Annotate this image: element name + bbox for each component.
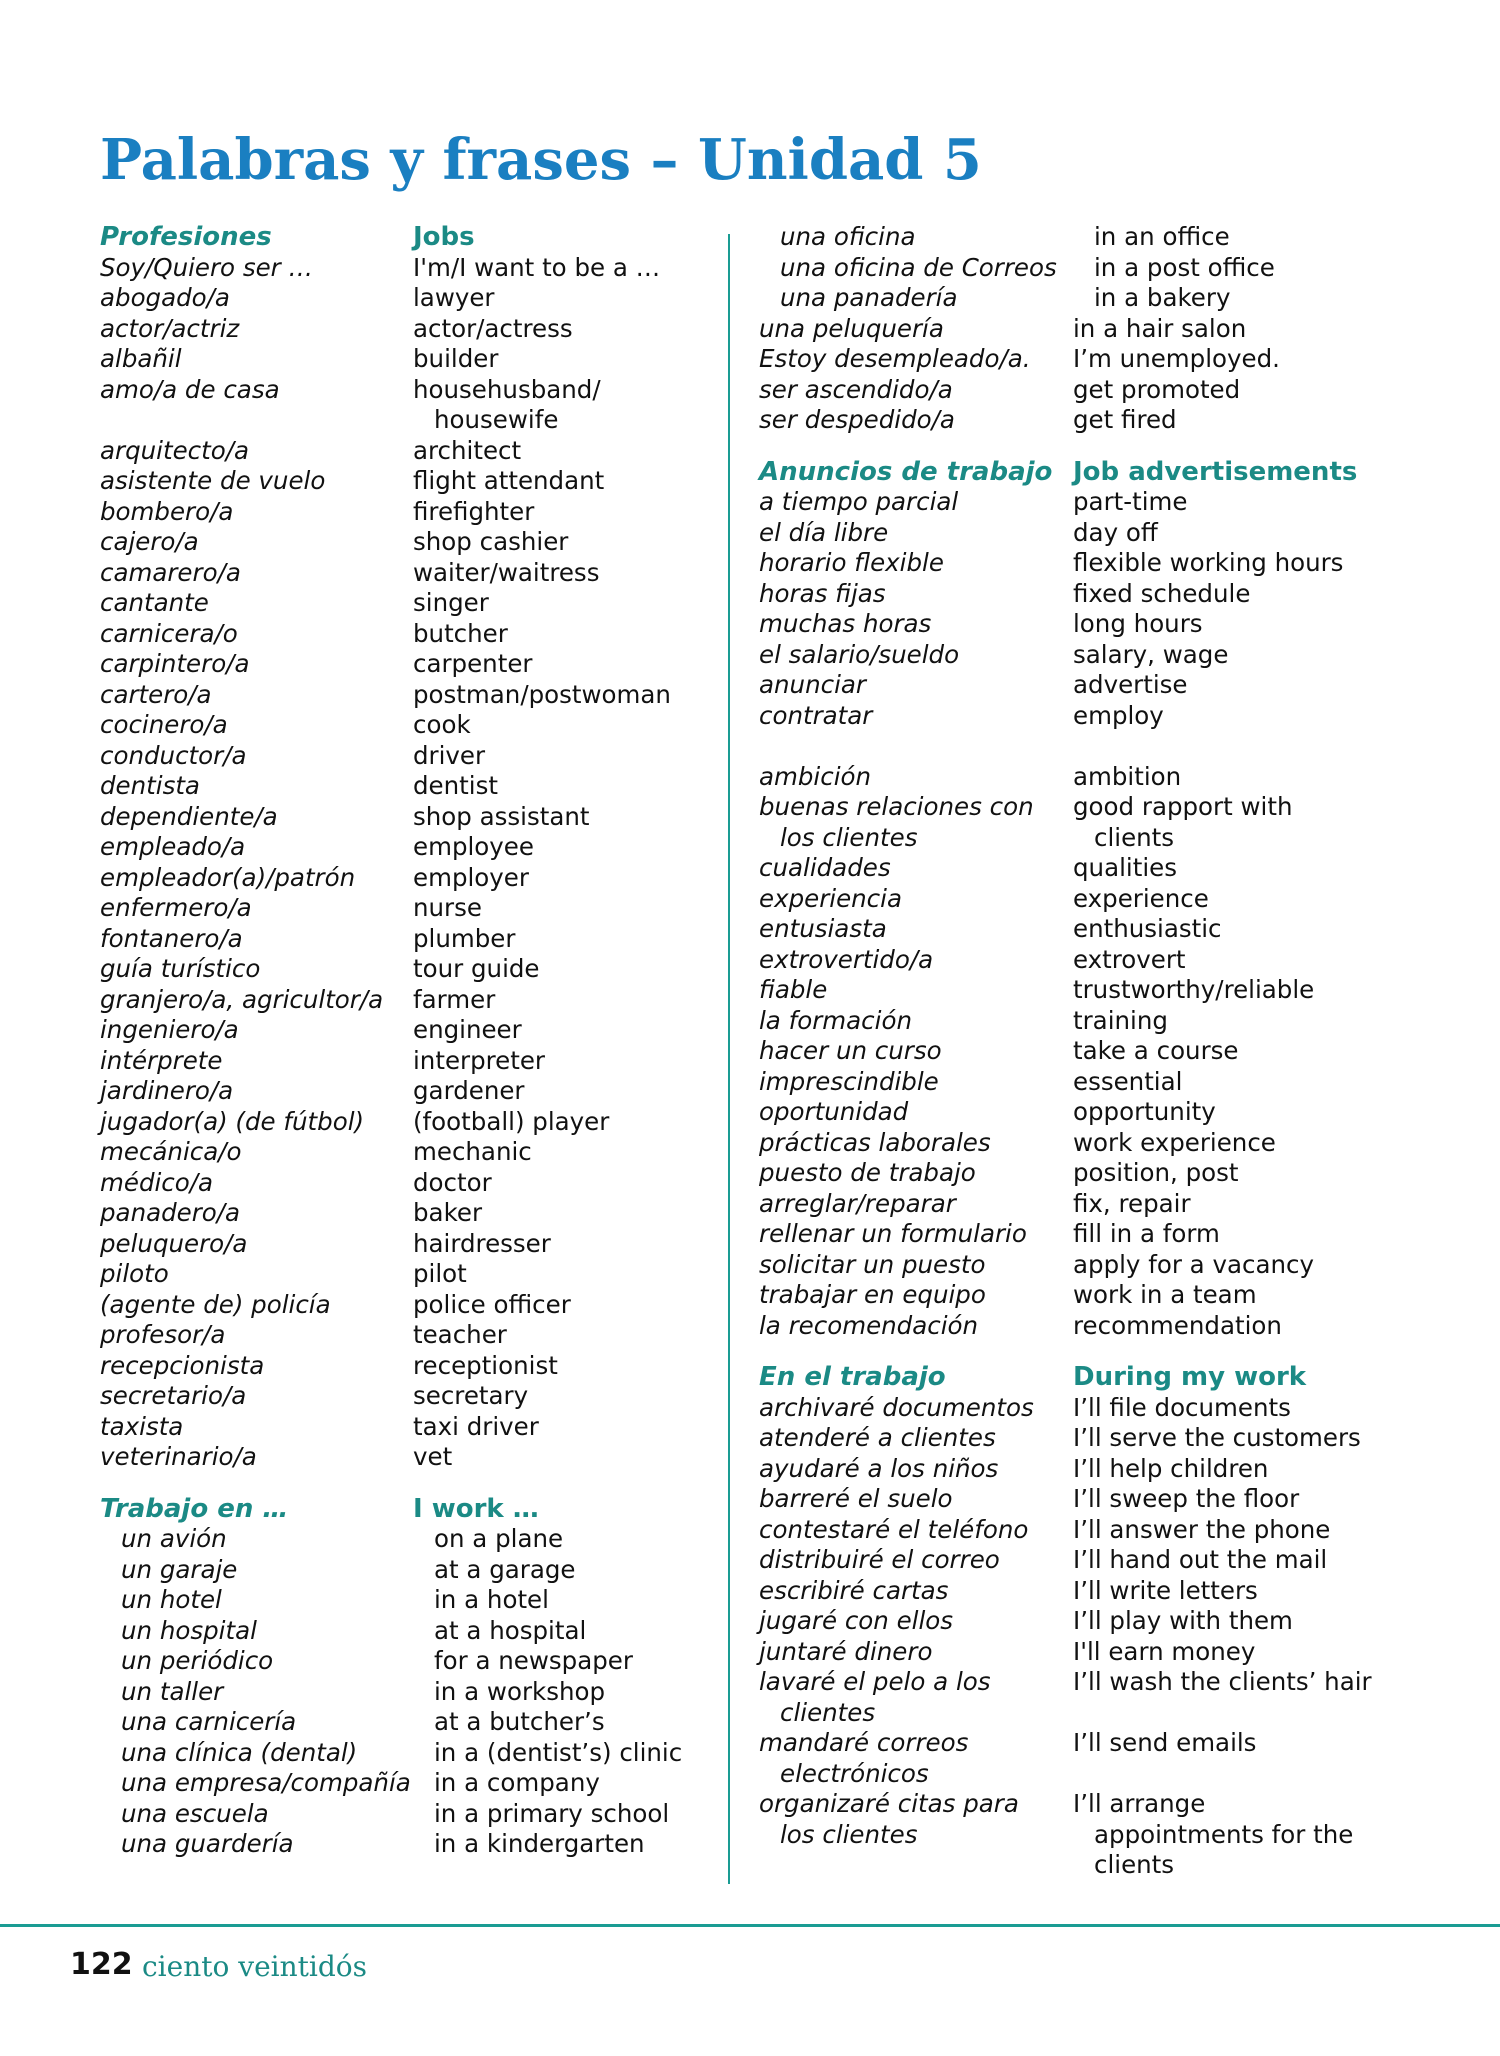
vocab-line: pilot xyxy=(413,1259,467,1288)
vocab-line-continued: una panadería xyxy=(780,283,958,312)
vocab-line: position, post xyxy=(1073,1158,1239,1187)
vocab-line xyxy=(1073,731,1413,762)
vocab-line: experiencia xyxy=(759,883,902,913)
page-number-words: ciento veintidós xyxy=(142,1950,367,1983)
vocab-line: work experience xyxy=(1073,1127,1276,1157)
vocab-line: profesor/a xyxy=(100,1320,226,1349)
vocab-line: advertise xyxy=(1073,670,1188,699)
page-title: Palabras y frases – Unidad 5 xyxy=(100,127,982,193)
vocab-line: ser despedido/a xyxy=(759,405,955,434)
vocab-line-continued: in a bakery xyxy=(1094,283,1231,312)
vocab-line: hacer un curso xyxy=(759,1036,942,1065)
section-heading: Job advertisements xyxy=(1073,456,1358,487)
vocab-line-continued: electrónicos xyxy=(780,1758,929,1788)
vocab-line: la recomendación xyxy=(759,1310,979,1340)
vocab-line: secretario/a xyxy=(100,1381,247,1410)
vocab-line-continued: los clientes xyxy=(780,1819,918,1849)
vocab-line: cartero/a xyxy=(100,679,212,709)
section-heading: Anuncios de trabajo xyxy=(759,456,1053,487)
vocab-line: lavaré el pelo a los xyxy=(759,1667,991,1696)
vocab-line-continued: in a workshop xyxy=(434,1676,606,1706)
vocab-line: horas fijas xyxy=(759,578,886,608)
vocab-line: shop cashier xyxy=(413,527,569,556)
vocab-line xyxy=(100,405,400,436)
vocab-line: I’ll sweep the floor xyxy=(1073,1484,1300,1513)
section-spacer xyxy=(759,1341,1059,1362)
vocab-line: butcher xyxy=(413,618,508,648)
vocab-line: ayudaré a los niños xyxy=(759,1453,999,1483)
vocab-line: anunciar xyxy=(759,670,866,699)
vocab-line: plumber xyxy=(413,923,516,953)
vocab-line-continued: un garaje xyxy=(121,1554,238,1584)
vocab-line: shop assistant xyxy=(413,801,590,831)
vocab-line: receptionist xyxy=(413,1350,558,1380)
vocab-line: organizaré citas para xyxy=(759,1789,1019,1818)
section-heading: Profesiones xyxy=(100,222,272,252)
vocab-line-continued: at a garage xyxy=(434,1554,576,1584)
vocab-line: flight attendant xyxy=(413,466,605,495)
vocab-line-continued: una oficina xyxy=(780,222,916,251)
vocab-line: carpenter xyxy=(413,649,533,678)
vocab-line: employer xyxy=(413,862,529,892)
vocab-line: engineer xyxy=(413,1015,522,1044)
vocab-line-continued: in a (dentist’s) clinic xyxy=(434,1737,683,1767)
vocab-line: cocinero/a xyxy=(100,710,228,739)
vocab-line: asistente de vuelo xyxy=(100,466,326,495)
vocab-line-continued: in a post office xyxy=(1094,252,1275,282)
vocab-line: fix, repair xyxy=(1073,1188,1191,1218)
vocab-line: employ xyxy=(1073,700,1164,730)
vocab-line: Estoy desempleado/a. xyxy=(759,344,1031,373)
vocab-line: panadero/a xyxy=(100,1198,241,1227)
vocab-line: interpreter xyxy=(413,1045,545,1075)
vocab-line: médico/a xyxy=(100,1167,214,1197)
vocab-line: fontanero/a xyxy=(100,923,243,953)
vocab-line: escribiré cartas xyxy=(759,1575,949,1605)
vocab-line: training xyxy=(1073,1005,1168,1035)
vocab-line: experience xyxy=(1073,883,1209,913)
vocab-line: baker xyxy=(413,1198,483,1227)
vocab-line-continued: un taller xyxy=(121,1676,224,1706)
vocab-line: barreré el suelo xyxy=(759,1484,953,1513)
vocab-line: cook xyxy=(413,710,471,739)
vocab-line-continued: una clínica (dental) xyxy=(121,1737,358,1767)
vocab-line: empleado/a xyxy=(100,832,246,861)
vocab-line: ser ascendido/a xyxy=(759,374,953,404)
vocab-line-continued: una oficina de Correos xyxy=(780,252,1057,282)
vocab-line: jugaré con ellos xyxy=(759,1606,954,1635)
vocab-line: peluquero/a xyxy=(100,1228,248,1258)
vocab-line: actor/actriz xyxy=(100,313,240,343)
vocab-line: singer xyxy=(413,588,489,617)
vocab-line: I’ll answer the phone xyxy=(1073,1514,1331,1544)
vocab-line: imprescindible xyxy=(759,1066,939,1096)
vocab-line: firefighter xyxy=(413,496,535,526)
vocab-line: guía turístico xyxy=(100,954,261,983)
vocab-line: jugador(a) (de fútbol) xyxy=(100,1106,365,1136)
vocab-line: dependiente/a xyxy=(100,801,278,831)
vocab-line: empleador(a)/patrón xyxy=(100,862,356,892)
english-column-2 xyxy=(1073,222,1413,1881)
vocab-line: dentista xyxy=(100,771,200,800)
vocab-line-continued: in a company xyxy=(434,1768,600,1797)
vocab-line: contestaré el teléfono xyxy=(759,1514,1029,1544)
vocab-line: lawyer xyxy=(413,283,495,312)
vocab-line: oportunidad xyxy=(759,1097,909,1126)
vocab-line: good rapport with xyxy=(1073,792,1293,821)
vocab-line: recommendation xyxy=(1073,1310,1282,1340)
vocab-line: I’ll help children xyxy=(1073,1453,1269,1483)
vocab-line: I’ll file documents xyxy=(1073,1392,1291,1422)
vocab-line: a tiempo parcial xyxy=(759,487,959,516)
vocab-line: cualidades xyxy=(759,853,891,882)
vocab-line: distribuiré el correo xyxy=(759,1545,1000,1574)
vocab-line-continued: un periódico xyxy=(121,1646,274,1675)
vocab-line: taxi driver xyxy=(413,1411,539,1441)
vocab-line: fill in a form xyxy=(1073,1219,1220,1248)
vocab-line: farmer xyxy=(413,984,496,1014)
section-spacer xyxy=(100,1473,400,1494)
vocab-line: jardinero/a xyxy=(100,1076,234,1105)
vocab-line-continued: clients xyxy=(1094,1850,1175,1879)
vocab-line: el salario/sueldo xyxy=(759,639,960,669)
section-spacer xyxy=(413,1473,713,1494)
vocab-line-continued: in a kindergarten xyxy=(434,1829,645,1858)
section-spacer xyxy=(759,436,1059,457)
vocab-line: long hours xyxy=(1073,609,1203,638)
vocab-line-continued: una carnicería xyxy=(121,1707,297,1736)
vocab-line-continued: un hospital xyxy=(121,1615,257,1645)
vocab-line: puesto de trabajo xyxy=(759,1158,976,1187)
vocab-line: gardener xyxy=(413,1076,525,1105)
vocab-line: veterinario/a xyxy=(100,1442,257,1471)
vocab-line: I’ll arrange xyxy=(1073,1789,1206,1818)
vocab-line: enfermero/a xyxy=(100,893,252,922)
vocab-line: entusiasta xyxy=(759,914,887,943)
vocab-line: get fired xyxy=(1073,405,1177,434)
vocab-line-continued: at a hospital xyxy=(434,1615,587,1645)
vocab-line-continued: clientes xyxy=(780,1697,876,1727)
spanish-column-1 xyxy=(100,222,411,1860)
vocab-line: waiter/waitress xyxy=(413,557,600,587)
vocab-line-continued: in an office xyxy=(1094,222,1230,251)
column-divider xyxy=(728,234,730,1884)
vocab-line: contratar xyxy=(759,700,873,730)
vocab-line-continued: in a hotel xyxy=(434,1585,549,1614)
vocab-line: builder xyxy=(413,344,499,373)
vocab-line: police officer xyxy=(413,1289,571,1319)
vocab-line: work in a team xyxy=(1073,1280,1257,1309)
vocab-line: buenas relaciones con xyxy=(759,792,1034,821)
vocab-line: actor/actress xyxy=(413,313,573,343)
vocab-line: flexible working hours xyxy=(1073,548,1344,577)
vocab-line: enthusiastic xyxy=(1073,914,1222,943)
vocab-line-continued: housewife xyxy=(434,405,559,434)
vocab-line-continued: un avión xyxy=(121,1524,227,1553)
vocab-line: apply for a vacancy xyxy=(1073,1249,1314,1279)
vocab-line: prácticas laborales xyxy=(759,1127,991,1157)
vocab-line: salary, wage xyxy=(1073,639,1229,669)
section-heading: During my work xyxy=(1073,1362,1307,1392)
vocab-line: secretary xyxy=(413,1381,529,1410)
vocab-line: doctor xyxy=(413,1167,492,1197)
section-spacer xyxy=(1073,436,1413,457)
vocab-line: I’ll wash the clients’ hair xyxy=(1073,1667,1372,1696)
vocab-line: hairdresser xyxy=(413,1228,551,1258)
vocab-line: intérprete xyxy=(100,1045,223,1075)
vocab-line: in a hair salon xyxy=(1073,313,1247,343)
vocab-line: granjero/a, agricultor/a xyxy=(100,984,384,1014)
vocab-line: essential xyxy=(1073,1066,1183,1096)
vocab-line: el día libre xyxy=(759,517,889,547)
spanish-column-2 xyxy=(759,222,1059,1850)
vocab-line: I’m unemployed. xyxy=(1073,344,1280,373)
vocab-line: teacher xyxy=(413,1320,507,1349)
vocab-line: fixed schedule xyxy=(1073,578,1251,608)
vocab-line: postman/postwoman xyxy=(413,679,671,709)
vocab-line: mecánica/o xyxy=(100,1137,242,1166)
vocab-line: arreglar/reparar xyxy=(759,1188,956,1218)
vocab-line: employee xyxy=(413,832,534,861)
vocab-line-continued: una empresa/compañía xyxy=(121,1768,411,1797)
vocab-line: amo/a de casa xyxy=(100,374,280,404)
vocab-line: albañil xyxy=(100,344,182,373)
vocab-line: qualities xyxy=(1073,853,1177,882)
vocab-line: conductor/a xyxy=(100,740,247,770)
vocab-line: I'm/I want to be a … xyxy=(413,252,661,282)
vocab-line: mandaré correos xyxy=(759,1728,969,1757)
vocab-line: carpintero/a xyxy=(100,649,250,678)
vocab-line: trabajar en equipo xyxy=(759,1280,986,1309)
vocab-line: abogado/a xyxy=(100,283,230,312)
vocab-line: mechanic xyxy=(413,1137,532,1166)
vocab-line-continued: una escuela xyxy=(121,1798,269,1828)
section-heading: En el trabajo xyxy=(759,1362,946,1392)
vocab-line: househusband/ xyxy=(413,374,601,404)
section-heading: Trabajo en … xyxy=(100,1493,289,1524)
vocab-line-continued: in a primary school xyxy=(434,1798,670,1828)
vocab-line: la formación xyxy=(759,1005,912,1035)
footer-rule xyxy=(0,1924,1500,1927)
vocab-line: (agente de) policía xyxy=(100,1289,331,1319)
vocab-line: extrovert xyxy=(1073,944,1186,974)
vocab-line: taxista xyxy=(100,1411,184,1441)
vocab-line: I’ll send emails xyxy=(1073,1728,1257,1757)
vocab-line: fiable xyxy=(759,975,828,1004)
vocab-line xyxy=(1073,1698,1413,1729)
vocab-line: recepcionista xyxy=(100,1350,265,1380)
vocab-line: muchas horas xyxy=(759,609,932,638)
vocab-line: part-time xyxy=(1073,487,1188,516)
vocab-line: extrovertido/a xyxy=(759,944,934,974)
vocab-line: solicitar un puesto xyxy=(759,1249,986,1279)
vocab-line: carnicera/o xyxy=(100,618,238,648)
page-number: 122 xyxy=(70,1947,133,1982)
vocab-line: bombero/a xyxy=(100,496,234,526)
vocab-line-continued: una guardería xyxy=(121,1829,294,1858)
section-heading: I work … xyxy=(413,1493,539,1524)
vocab-line: I’ll hand out the mail xyxy=(1073,1545,1328,1574)
vocab-line: I'll earn money xyxy=(1073,1636,1256,1666)
vocab-line: ambición xyxy=(759,761,872,791)
vocab-line: trustworthy/reliable xyxy=(1073,975,1315,1004)
vocab-line: archivaré documentos xyxy=(759,1392,1034,1422)
vocab-line: piloto xyxy=(100,1259,169,1288)
vocab-line: atenderé a clientes xyxy=(759,1423,996,1452)
vocab-line: I’ll write letters xyxy=(1073,1575,1258,1605)
vocab-line-continued: on a plane xyxy=(434,1524,564,1553)
vocab-line: dentist xyxy=(413,771,498,800)
vocab-line: cajero/a xyxy=(100,527,199,556)
vocab-line: nurse xyxy=(413,893,482,922)
english-column-1 xyxy=(413,222,713,1860)
vocab-line: day off xyxy=(1073,517,1158,547)
section-spacer xyxy=(1073,1341,1413,1362)
vocab-line-continued: at a butcher’s xyxy=(434,1707,605,1736)
vocab-line: una peluquería xyxy=(759,313,944,343)
section-heading: Jobs xyxy=(413,222,475,252)
vocab-line: architect xyxy=(413,435,522,465)
vocab-line: (football) player xyxy=(413,1106,610,1136)
vocab-line xyxy=(1073,1759,1413,1790)
vocab-line: opportunity xyxy=(1073,1097,1216,1126)
vocab-line-continued: appointments for the xyxy=(1094,1819,1354,1849)
vocab-line-continued: for a newspaper xyxy=(434,1646,633,1675)
vocab-line: juntaré dinero xyxy=(759,1636,933,1666)
vocab-line: rellenar un formulario xyxy=(759,1219,1027,1248)
vocab-line-continued: los clientes xyxy=(780,822,918,852)
vocab-line: I’ll play with them xyxy=(1073,1606,1293,1635)
vocab-line: camarero/a xyxy=(100,557,241,587)
vocab-line: vet xyxy=(413,1442,453,1471)
vocab-line: horario flexible xyxy=(759,548,944,577)
vocab-line: I’ll serve the customers xyxy=(1073,1423,1361,1452)
vocab-line: Soy/Quiero ser … xyxy=(100,252,314,282)
vocab-line xyxy=(759,731,1059,762)
vocab-line: ambition xyxy=(1073,761,1182,791)
vocab-line-continued: un hotel xyxy=(121,1585,222,1614)
vocab-line: driver xyxy=(413,740,486,770)
vocab-line: arquitecto/a xyxy=(100,435,249,465)
vocab-line: get promoted xyxy=(1073,374,1241,404)
vocab-line: take a course xyxy=(1073,1036,1239,1065)
vocab-line: ingeniero/a xyxy=(100,1015,239,1044)
vocab-line-continued: clients xyxy=(1094,822,1175,852)
vocab-line: cantante xyxy=(100,588,209,617)
vocab-line: tour guide xyxy=(413,954,540,983)
